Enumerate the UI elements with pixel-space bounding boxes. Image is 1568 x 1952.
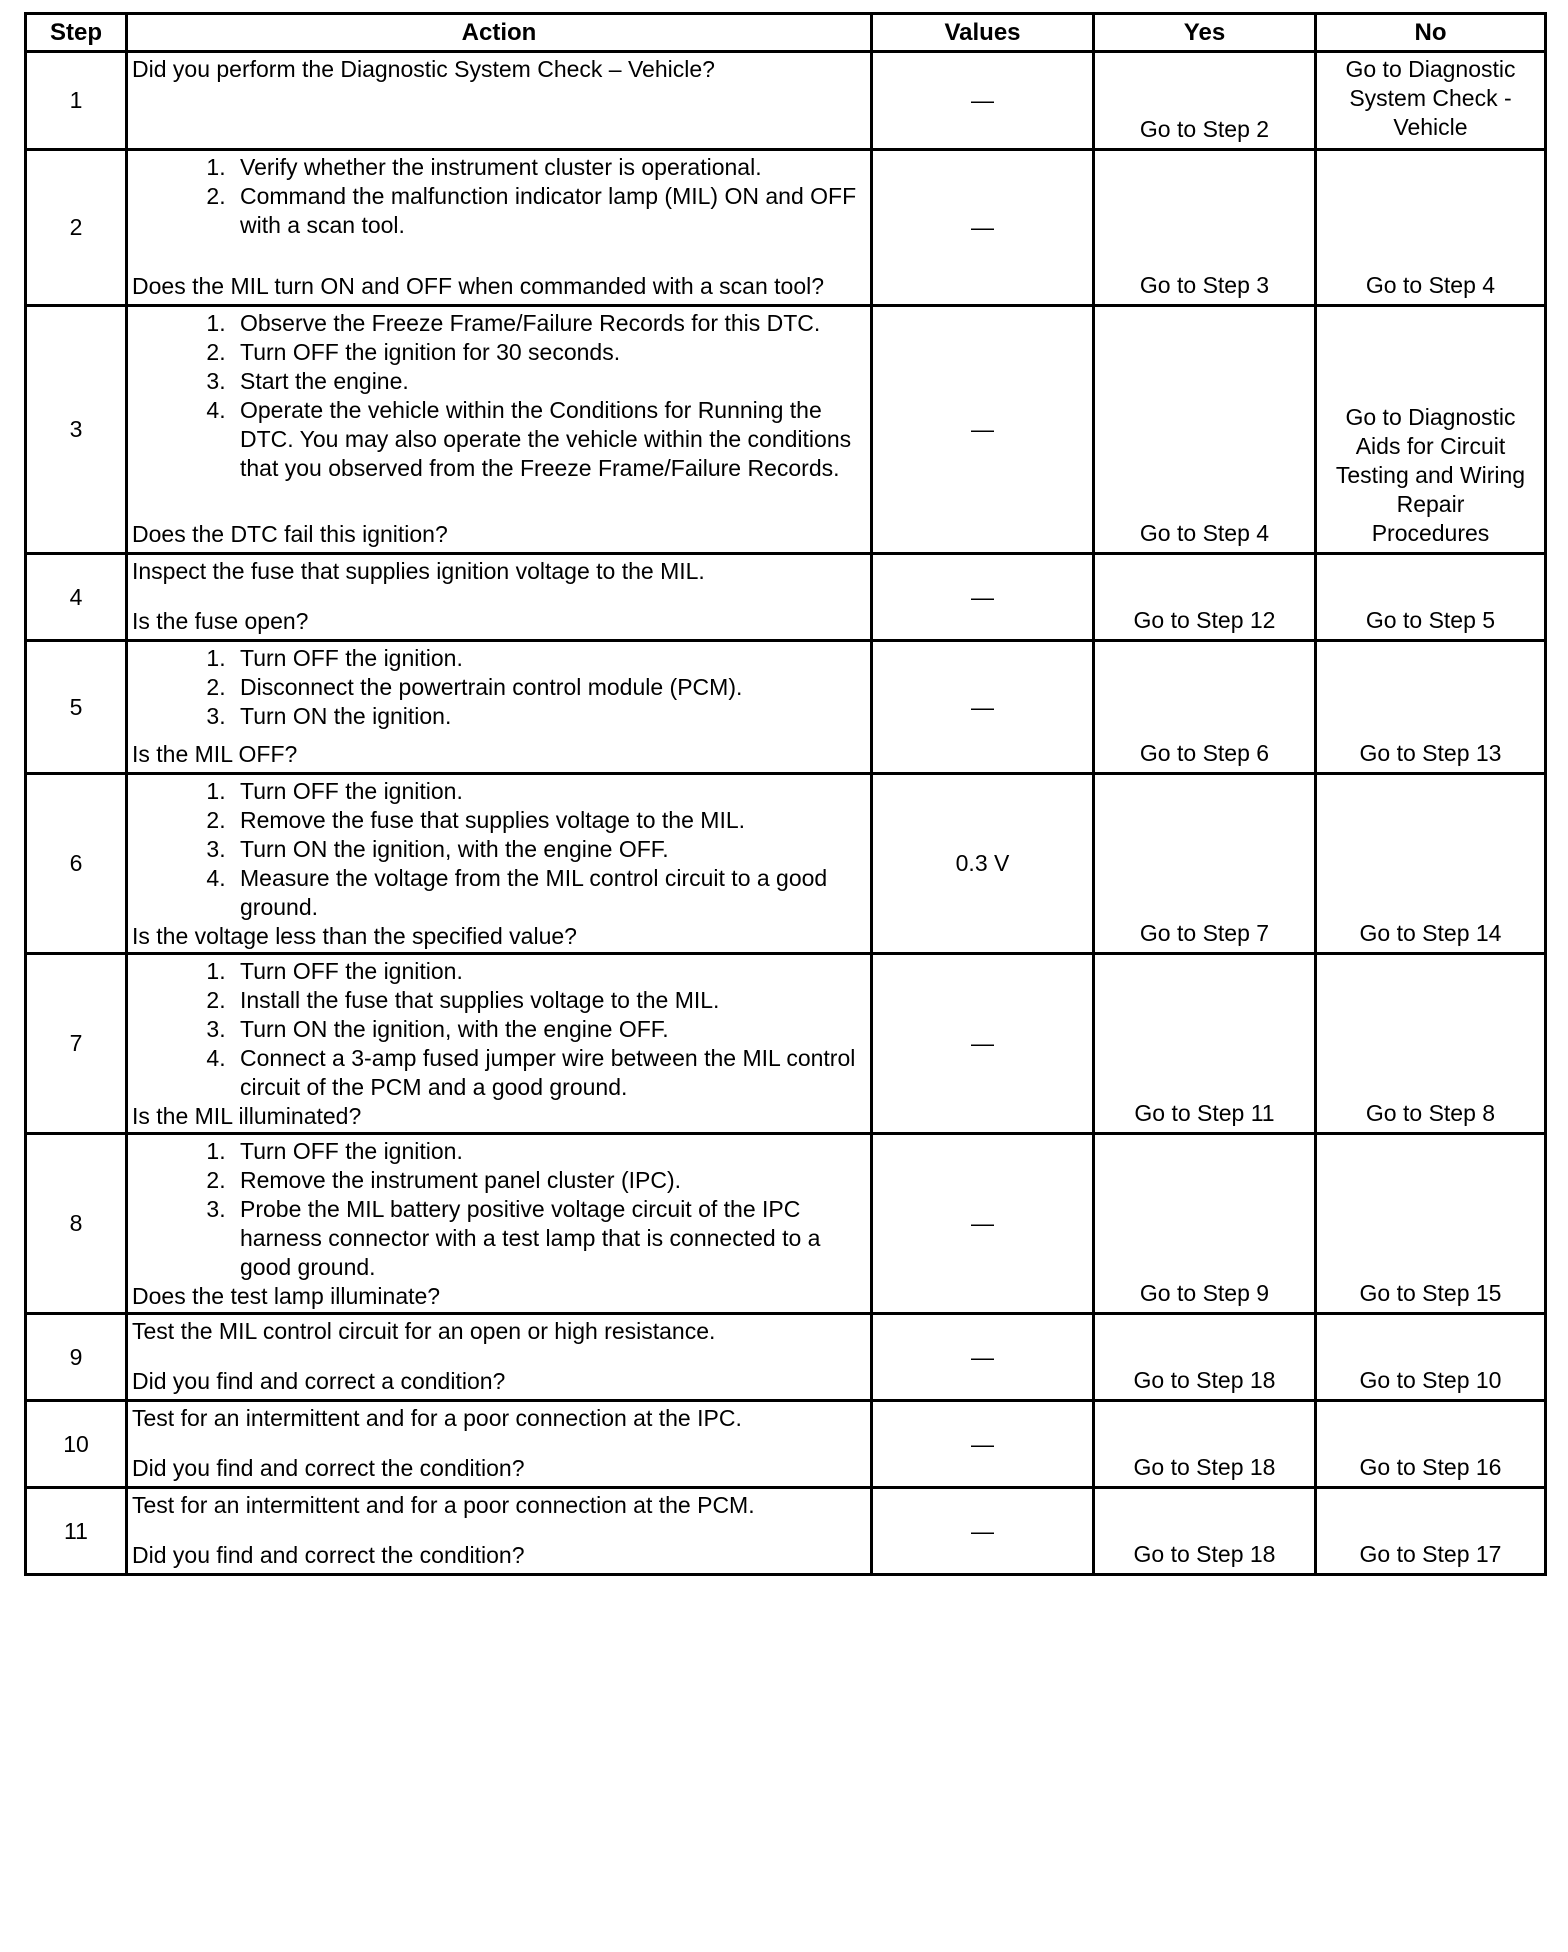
value-cell: — [872,1314,1094,1401]
value-cell: — [872,554,1094,641]
value-cell: — [872,954,1094,1134]
action-question: Did you find and correct the condition? [132,1455,525,1481]
action-step-item: 3. Turn ON the ignition. [232,702,864,731]
action-step-item: 3. Turn ON the ignition, with the engine OFF. [232,835,864,864]
header-row [26,14,1546,52]
yes-result: Go to Step 18 [1094,1401,1316,1488]
header-values: Values [872,14,1094,52]
action-question: Did you find and correct a condition? [132,1368,506,1394]
action-question: Does the MIL turn ON and OFF when commanded with a scan tool? [132,273,825,299]
action-step-item: 2. Disconnect the powertrain control module (PCM). [232,673,864,702]
step-number: 4 [26,554,127,641]
action-step-list [132,957,864,1102]
header-action: Action [127,14,872,52]
action-instruction: Did you perform the Diagnostic System Check – Vehicle? [132,56,715,82]
table-row [26,150,1546,306]
action-step-item: 2. Install the fuse that supplies voltage to the MIL. [232,986,864,1015]
action-question: Does the test lamp illuminate? [132,1283,441,1309]
action-cell [127,306,872,554]
action-step-item: 3. Probe the MIL battery positive voltage circuit of the IPC harness connector with a test lamp that is connected to a good ground. [232,1195,864,1282]
action-step-item: 2. Command the malfunction indicator lamp (MIL) ON and OFF with a scan tool. [232,182,864,240]
action-question: Is the fuse open? [132,608,309,634]
table-row [26,1314,1546,1401]
action-step-list [132,644,864,731]
action-cell [127,641,872,774]
action-question: Is the MIL OFF? [132,741,298,767]
action-cell [127,554,872,641]
table-row [26,1401,1546,1488]
step-number: 1 [26,52,127,150]
action-instruction: Inspect the fuse that supplies ignition voltage to the MIL. [132,558,705,584]
action-step-list [132,777,864,922]
action-step-item: 1. Turn OFF the ignition. [232,957,864,986]
action-cell [127,954,872,1134]
value-cell: — [872,1134,1094,1314]
yes-result: Go to Step 11 [1094,954,1316,1134]
yes-result: Go to Step 18 [1094,1488,1316,1575]
value-cell: — [872,306,1094,554]
action-step-item: 4. Operate the vehicle within the Conditions for Running the DTC. You may also operate the vehicle within the conditions that you observed from the Freeze Frame/Failure Records. [232,396,864,483]
action-step-list [132,309,864,483]
action-cell [127,774,872,954]
table-row [26,641,1546,774]
action-step-item: 2. Turn OFF the ignition for 30 seconds. [232,338,864,367]
yes-result: Go to Step 12 [1094,554,1316,641]
yes-result: Go to Step 4 [1094,306,1316,554]
action-step-item: 1. Observe the Freeze Frame/Failure Records for this DTC. [232,309,864,338]
no-result: Go to Step 17 [1316,1488,1546,1575]
step-number: 3 [26,306,127,554]
action-instruction: Test for an intermittent and for a poor connection at the PCM. [132,1492,755,1518]
step-number: 8 [26,1134,127,1314]
action-cell [127,150,872,306]
diagnostic-table [24,12,1547,1576]
yes-result: Go to Step 18 [1094,1314,1316,1401]
action-step-list [132,153,864,240]
action-step-item: 4. Measure the voltage from the MIL control circuit to a good ground. [232,864,864,922]
table-row [26,954,1546,1134]
value-cell: — [872,52,1094,150]
value-cell: — [872,1401,1094,1488]
action-cell [127,1488,872,1575]
yes-result: Go to Step 7 [1094,774,1316,954]
action-question: Does the DTC fail this ignition? [132,521,448,547]
action-step-item: 1. Turn OFF the ignition. [232,777,864,806]
header-no: No [1316,14,1546,52]
action-cell [127,52,872,150]
step-number: 6 [26,774,127,954]
no-result: Go to Step 15 [1316,1134,1546,1314]
action-step-item: 4. Connect a 3-amp fused jumper wire between the MIL control circuit of the PCM and a good ground. [232,1044,864,1102]
no-result: Go to Step 8 [1316,954,1546,1134]
yes-result: Go to Step 3 [1094,150,1316,306]
action-instruction: Test the MIL control circuit for an open or high resistance. [132,1318,716,1344]
yes-result: Go to Step 6 [1094,641,1316,774]
no-result: Go to Diagnostic Aids for Circuit Testing and Wiring Repair Procedures [1316,306,1546,554]
no-result: Go to Step 10 [1316,1314,1546,1401]
action-question: Did you find and correct the condition? [132,1542,525,1568]
action-step-item: 3. Start the engine. [232,367,864,396]
no-result: Go to Step 13 [1316,641,1546,774]
value-cell: — [872,1488,1094,1575]
step-number: 2 [26,150,127,306]
yes-result: Go to Step 2 [1094,52,1316,150]
action-step-list [132,1137,864,1282]
step-number: 10 [26,1401,127,1488]
no-result: Go to Step 14 [1316,774,1546,954]
value-cell: 0.3 V [872,774,1094,954]
action-question: Is the voltage less than the specified value? [132,923,577,949]
table-row [26,554,1546,641]
no-result: Go to Step 5 [1316,554,1546,641]
no-result: Go to Diagnostic System Check - Vehicle [1316,52,1546,150]
yes-result: Go to Step 9 [1094,1134,1316,1314]
table-row [26,1488,1546,1575]
table-row [26,774,1546,954]
table-row [26,52,1546,150]
action-step-item: 1. Verify whether the instrument cluster is operational. [232,153,864,182]
action-cell [127,1314,872,1401]
header-yes: Yes [1094,14,1316,52]
step-number: 11 [26,1488,127,1575]
table-row [26,306,1546,554]
table-body [26,52,1546,1575]
action-step-item: 1. Turn OFF the ignition. [232,1137,864,1166]
diagnostic-table-container [24,12,1547,1576]
action-step-item: 3. Turn ON the ignition, with the engine OFF. [232,1015,864,1044]
action-step-item: 1. Turn OFF the ignition. [232,644,864,673]
step-number: 7 [26,954,127,1134]
action-step-item: 2. Remove the instrument panel cluster (IPC). [232,1166,864,1195]
action-cell [127,1134,872,1314]
value-cell: — [872,150,1094,306]
step-number: 9 [26,1314,127,1401]
table-row [26,1134,1546,1314]
action-step-item: 2. Remove the fuse that supplies voltage to the MIL. [232,806,864,835]
no-result: Go to Step 4 [1316,150,1546,306]
no-result: Go to Step 16 [1316,1401,1546,1488]
action-cell [127,1401,872,1488]
action-instruction: Test for an intermittent and for a poor connection at the IPC. [132,1405,742,1431]
header-step: Step [26,14,127,52]
value-cell: — [872,641,1094,774]
step-number: 5 [26,641,127,774]
action-question: Is the MIL illuminated? [132,1103,362,1129]
